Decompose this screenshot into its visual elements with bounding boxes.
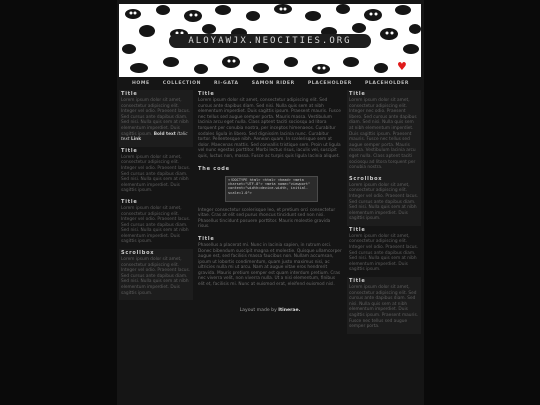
box-text: Lorem ipsum dolor sit amet, consectetur adipiscing elit. Integer vel odio. Praesent lacus. Sed cursus ante dapibus diam. Sed nisi. Nulla quis sem at nibh elementum imperdiet. Duis sagittis ipsum. [121, 154, 191, 194]
box-title: Title [349, 91, 366, 97]
left-sidebar [119, 90, 193, 330]
sidebar-box [347, 277, 421, 334]
box-text: Lorem ipsum dolor sit amet, consectetur adipiscing elit. Integer vel odio. Praesent lacus. Sed cursus ante dapibus diam. Sed nisi. Nulla quis sem at nibh elementum imperdiet. Duis sagittis ipsum. [121, 205, 191, 245]
box-title: Title [121, 198, 138, 205]
site-title: ALOYAWJX.NEOCITIES.ORG [169, 34, 371, 48]
section-title: Title [198, 91, 215, 97]
box-text: Lorem ipsum dolor sit amet, consectetur adipiscing elit. Integer nec odio. Praesent libero. Sed cursus ante dapibus diam. Sed nisi. Nulla quis sem at nibh elementum imperdiet. Duis sagittis ipsum. Praesent mauris. Fusce nec tellus sed augue semper porta. Mauris massa. Vestibulum lacinia arcu eget nulla. Class aptent taciti sociosqu ad litora torquent per conubia nostra. [349, 98, 417, 171]
heart-icon: ♥ [397, 60, 407, 73]
box-text: Lorem ipsum dolor sit amet, consectetur adipiscing elit. Integer vel odio. Praesent lacus. Sed cursus ante dapibus diam. Sed nisi. Nulla quis sem at nibh elementum imperdiet. Duis sagittis ipsum. [349, 233, 419, 273]
box-title: Title [349, 226, 366, 233]
scrollbox[interactable] [347, 175, 421, 226]
section-text: Lorem ipsum dolor sit amet, consectetur adipiscing elit. Sed cursus ante dapibus diam. Sed nisi. Nulla quis sem at nibh elementum imperdiet. Duis sagittis ipsum. Praesent mauris. Fusce nec tellus sed augue semper porta. Mauris massa. Vestibulum lacinia arcu eget nulla. Class aptent taciti sociosqu ad litora torquent per conubia nostra, per inceptos himenaeos. Curabitur sodales ligula in libero. Sed dignissim lacinia nunc. Curabitur tortor. Pellentesque nibh. Aenean quam. In scelerisque sem at dolor. Maecenas mattis. Sed convallis tristique sem. Proin ut ligula vel nunc egestas porttitor. Morbi lectus risus, iaculis vel, suscipit quis, luctus non, massa. Fusce ac turpis quis ligula lacinia aliquet. [198, 98, 341, 159]
box-text: Lorem ipsum dolor sit amet, consectetur adipiscing elit. Integer vel odio. Praesent lacus. Sed cursus ante dapibus diam. Sed nisi. Nulla quis sem at nibh elementum imperdiet. Duis sagittis ipsum. [121, 257, 191, 296]
box-text: Lorem ipsum dolor sit amet, consectetur adipiscing elit. Sed cursus ante dapibus diam. Sed nisi. Nulla quis sem at nibh elementum imperdiet. Duis sagittis ipsum. Praesent mauris. Fusce nec tellus sed augue semper porta. [349, 285, 419, 330]
box-title: Title [121, 147, 138, 154]
content-section [196, 165, 344, 235]
nav-item-collection[interactable]: COLLECTION [162, 81, 202, 86]
section-text: Phasellus a placerat mi. Nunc in lacinia sapien, in rutrum orci. Donec bibendum suscipit magna et molestie. Quisque ullamcorper augue est, sed facilisis massa faucibus non. Nullam accumsan, ipsum ut lobortis condimentum, quam justo maximus nisi, ac ultricies nulla mi ut arcu. Nam at augue vitae eros hendrerit gravida. Mauris pretium semper est quam interdum pretium. Cras nec viverra velit, non viverra nulla. Ut a nisi elementum, finibus elit et, facilisis mi. Nunc at euismod erat, eleifend euismod nisl. [198, 242, 342, 288]
content-section [196, 90, 344, 165]
code-textarea[interactable]: <!DOCTYPE html> <html> <head> <meta charset="UTF-8"> <meta name="viewport" content="width=device-width, initial-scale=1.0"> [225, 176, 318, 202]
sidebar-box [347, 226, 421, 277]
section-title: Title [198, 235, 215, 242]
section-text: Integer consectetur scelerisque leo, et pretium orci consectetur vitae. Cras at elit sed purus rhoncus tincidunt sed non nisi. Phasellus tincidunt posuere porttitor. Mauris molestie gravida risus. [198, 207, 336, 230]
nav-item-samon-rider[interactable]: SAMON RIDER [251, 81, 295, 86]
box-text: Lorem ipsum dolor sit amet, consectetur adipiscing elit. Integer vel odio. Praesent lacus. Sed cursus ante dapibus diam. Sed nisi. Nulla quis sem at nibh elementum imperdiet. Duis sagittis ipsum. [349, 182, 419, 222]
nav-item-home[interactable]: HOME [131, 81, 150, 86]
footer-text: Layout made by [239, 308, 277, 313]
italic-text: Italic text [121, 131, 188, 143]
right-sidebar [347, 90, 421, 352]
scrollbox[interactable] [119, 249, 193, 300]
sidebar-box [119, 147, 193, 198]
sidebar-box [347, 90, 421, 175]
section-title: The code [198, 165, 230, 172]
nav-item-placeholder-1[interactable]: PLACEHOLDER [307, 81, 352, 86]
nav-item-placeholder-2[interactable]: PLACEHOLDER [364, 81, 410, 86]
text-link[interactable]: Link [130, 137, 142, 143]
footer [196, 306, 344, 316]
sidebar-box [119, 90, 193, 147]
nav-item-ri-gata[interactable]: RI-GATA [214, 81, 239, 86]
sidebar-box [119, 198, 193, 249]
content-section [196, 235, 344, 293]
box-text: Lorem ipsum dolor sit amet, consectetur adipiscing elit. Integer vel odio. Praesent lacus. Sed cursus ante dapibus diam. Sed nisi. Nulla quis sem at nibh elementum imperdiet. Duis sagittis ipsum. Bold text Italic text Link [121, 98, 191, 143]
main-content [196, 90, 344, 310]
box-title: Title [121, 91, 138, 97]
footer-author-link[interactable]: Itinerae. [278, 308, 301, 313]
box-title: Scrollbox [349, 175, 383, 182]
bold-text: Bold text [153, 131, 176, 137]
box-title: Scrollbox [121, 250, 155, 257]
nav-bar [117, 78, 424, 89]
box-title: Title [349, 278, 366, 285]
